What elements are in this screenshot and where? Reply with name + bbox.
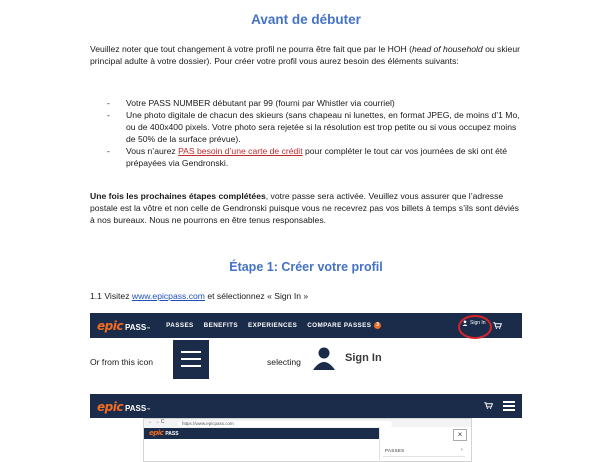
cart-icon[interactable]	[484, 402, 493, 409]
bullet-credit-b: pour compléter le tout car vos journées de ski ont été prépayées via Gendronski.	[126, 146, 508, 168]
list-item: - Une photo digitale de chacun des skieurs (sans chapeau ni lunettes, en format JPEG, de moins d’1 Mo, ou de 400x400 pixels. Votre photo sera rejetée si la résolution est trop petite ou si vous occupez moins de 50% de la surface prévue).	[107, 110, 520, 144]
person-icon[interactable]	[313, 346, 335, 370]
epic-navbar-mobile	[90, 394, 522, 418]
menu-divider	[383, 456, 465, 457]
selecting-text: selecting	[267, 357, 301, 367]
chevron-right-icon: ›	[461, 447, 463, 453]
intro-text-1: Veuillez noter que tout changement à votre profil ne pourra être fait que par le HOH (	[90, 44, 412, 54]
nav-compare-label: COMPARE PASSES	[307, 322, 372, 330]
logo-pass: PASS	[165, 431, 179, 437]
signin-highlight-circle	[458, 315, 492, 339]
logo-pass: PASS	[124, 322, 147, 332]
nav-experiences[interactable]: EXPERIENCES	[248, 321, 298, 329]
intro-emphasis: head of household	[411, 44, 483, 54]
section-title-avant: Avant de débuter	[251, 12, 361, 27]
signin-small-label: Sign In	[470, 320, 486, 326]
step-text-b: et sélectionnez « Sign In »	[204, 291, 309, 301]
section-title-etape1: Étape 1: Créer votre profil	[229, 260, 383, 274]
epic-pass-logo[interactable]	[97, 319, 150, 333]
nav-menu	[166, 322, 391, 329]
outro-paragraph	[90, 190, 522, 226]
logo-tm: ™	[146, 325, 151, 331]
list-item: - Vous n’aurez PAS besoin d’une carte de crédit pour compléter le tout car vos journées de ski ont été prépayées via Gendronski.	[107, 146, 508, 168]
hamburger-icon[interactable]	[503, 401, 515, 411]
nav-compare-passes[interactable]	[307, 322, 381, 329]
nav-passes[interactable]: PASSES	[166, 321, 194, 329]
intro-text-2: ou skieur principal adulte à votre dossier). Pour créer votre profil vous aurez besoin des éléments suivants:	[90, 44, 520, 66]
logo-epic: epic	[97, 318, 123, 333]
epicpass-link[interactable]: www.epicpass.com	[131, 291, 205, 301]
credit-card-link[interactable]: PAS besoin d’une carte de crédit	[178, 146, 303, 156]
menu-item-passes[interactable]: PASSES	[385, 448, 405, 453]
logo-pass: PASS	[124, 404, 147, 413]
bullet-pass-number: Votre PASS NUMBER débutant par 99 (fourni par Whistler via courriel)	[126, 98, 395, 108]
hamburger-menu-icon[interactable]	[173, 340, 209, 379]
intro-paragraph	[90, 43, 522, 67]
requirements-list	[90, 97, 522, 169]
compare-badge: 3	[376, 321, 380, 328]
list-item: - Votre PASS NUMBER débutant par 99 (fourni par Whistler via courriel)	[107, 98, 395, 108]
outro-bold: Une fois les prochaines étapes complétées	[90, 191, 266, 201]
logo-epic: epic	[97, 400, 123, 414]
logo-epic: epic	[149, 429, 164, 437]
outro-text: , votre passe sera activée. Veuillez vous assurer que l’adresse postale est la vôtre et non celle de Gendronski puisque vous ne recevrez pas vos billets à temps s’ils sont déviés à nos bureaux. Nous ne pourrons en être tenus responsables.	[90, 191, 519, 225]
signin-big-label[interactable]: Sign In	[345, 352, 382, 364]
step-text-a: Visitez	[101, 291, 132, 301]
bullet-photo: Une photo digitale de chacun des skieurs (sans chapeau ni lunettes, en format JPEG, de moins d’1 Mo, ou de 400x400 pixels. Votre photo sera rejetée si la résolution est trop petite ou si vous occupez moins de 50% de la surface prévue).	[126, 110, 520, 144]
step-line	[90, 290, 522, 302]
nav-benefits[interactable]: BENEFITS	[203, 321, 238, 329]
browser-nav-arrows-icon[interactable]: ← → C	[148, 419, 165, 425]
from-icon-text: Or from this icon	[90, 357, 154, 367]
step-number: 1.1	[90, 291, 102, 301]
bullet-credit-a: Vous n’aurez	[126, 146, 179, 156]
browser-address-bar[interactable]: https://www.epicpass.com	[178, 421, 392, 427]
epic-pass-logo-mobile[interactable]	[97, 400, 150, 414]
close-icon[interactable]: ×	[453, 429, 467, 441]
logo-tm: ™	[146, 407, 151, 412]
cart-icon[interactable]	[493, 322, 502, 329]
